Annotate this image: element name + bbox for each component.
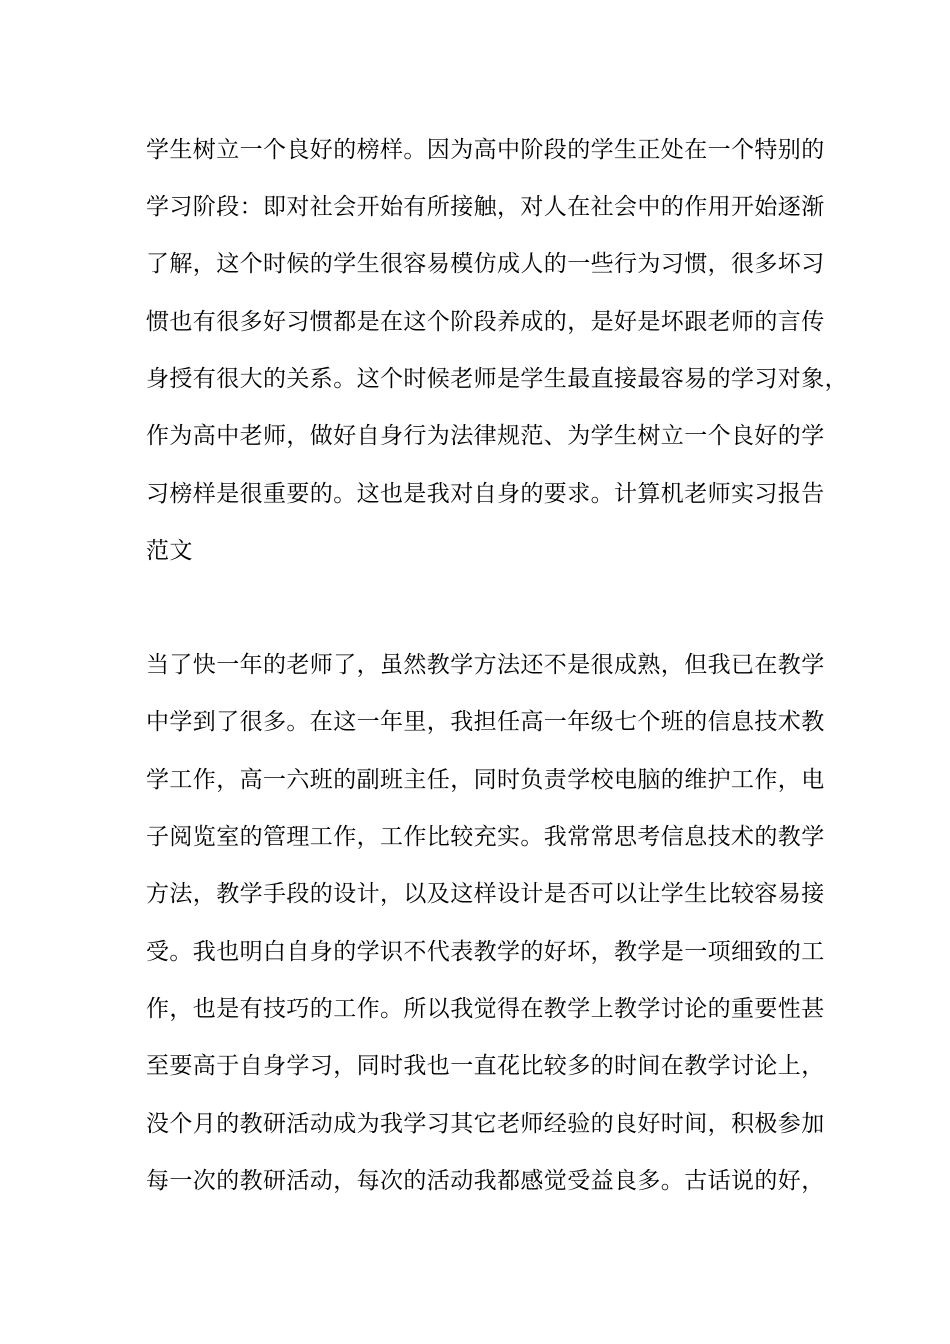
text-line: 子阅览室的管理工作，工作比较充实。我常常思考信息技术的教学	[146, 824, 825, 850]
text-line: 没个月的教研活动成为我学习其它老师经验的良好时间，积极参加	[146, 1111, 825, 1137]
text-line: 范文	[146, 538, 193, 564]
text-line: 学工作，高一六班的副班主任，同时负责学校电脑的维护工作，电	[146, 767, 825, 793]
text-line: 身授有很大的关系。这个时候老师是学生最直接最容易的学习对象，	[146, 366, 848, 392]
text-line: 方法，教学手段的设计，以及这样设计是否可以让学生比较容易接	[146, 881, 825, 907]
text-line: 学习阶段：即对社会开始有所接触，对人在社会中的作用开始逐渐	[146, 194, 825, 220]
text-line: 学生树立一个良好的榜样。因为高中阶段的学生正处在一个特别的	[146, 137, 825, 163]
text-line: 了解，这个时候的学生很容易模仿成人的一些行为习惯，很多坏习	[146, 251, 825, 277]
text-line: 作为高中老师，做好自身行为法律规范、为学生树立一个良好的学	[146, 423, 825, 449]
text-line: 每一次的教研活动，每次的活动我都感觉受益良多。古话说的好，	[146, 1168, 825, 1194]
text-line: 惯也有很多好习惯都是在这个阶段养成的，是好是坏跟老师的言传	[146, 309, 825, 335]
text-line: 当了快一年的老师了，虽然教学方法还不是很成熟，但我已在教学	[146, 652, 825, 678]
text-line: 作，也是有技巧的工作。所以我觉得在教学上教学讨论的重要性甚	[146, 996, 825, 1022]
text-line: 至要高于自身学习，同时我也一直花比较多的时间在教学讨论上，	[146, 1053, 825, 1079]
text-line: 中学到了很多。在这一年里，我担任高一年级七个班的信息技术教	[146, 709, 825, 735]
text-line: 受。我也明白自身的学识不代表教学的好坏，教学是一项细致的工	[146, 939, 825, 965]
text-line: 习榜样是很重要的。这也是我对自身的要求。计算机老师实习报告	[146, 481, 825, 507]
